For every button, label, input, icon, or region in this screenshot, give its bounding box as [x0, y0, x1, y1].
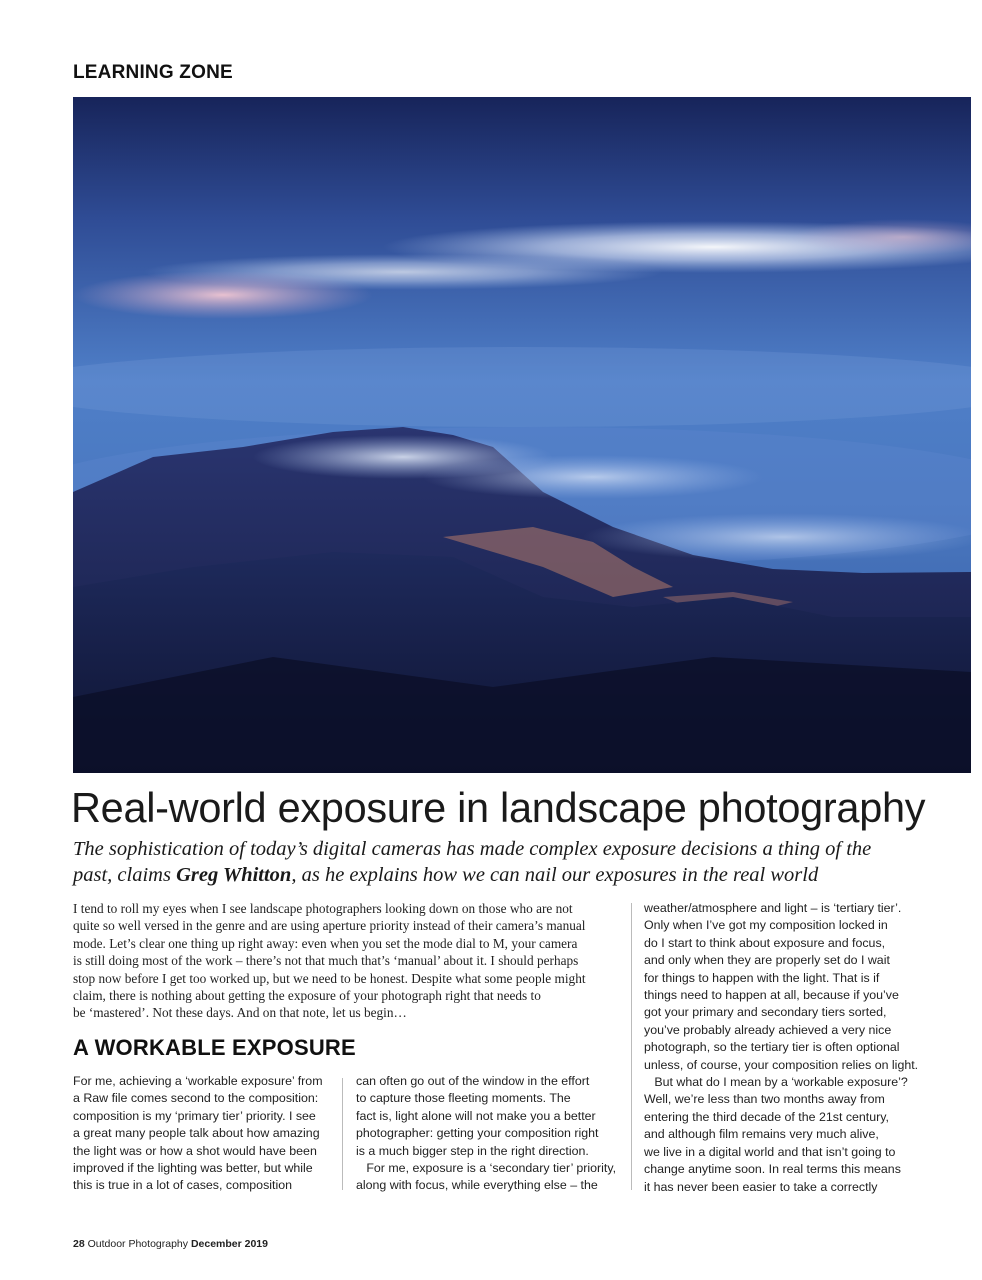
standfirst-text-1: The sophistication of today’s digital cameras has made complex exposure decisions a thing of the past, claims [73, 838, 872, 886]
body-line: Only when I’ve got my composition locked in [644, 918, 888, 933]
issue-date: December 2019 [190, 1238, 268, 1250]
standfirst [73, 836, 873, 888]
intro-line: mode. Let’s clear one thing up right away: even when you set the mode dial to M, your camera [73, 935, 578, 951]
author-name: Greg Whitton [176, 864, 292, 886]
intro-line: I tend to roll my eyes when I see landscape photographers looking down on those who are not [73, 901, 573, 916]
body-line: weather/atmosphere and light – is ‘tertiary tier’. [644, 901, 902, 915]
intro-paragraph [73, 900, 621, 1022]
body-line: we live in a digital world and that isn’t going to [644, 1144, 896, 1159]
body-line: composition is my ‘primary tier’ priority. I see [73, 1108, 316, 1123]
page-number: 28 [73, 1238, 85, 1250]
intro-line: quite so well versed in the genre and are using aperture priority instead of their camera’s manual [73, 918, 586, 934]
body-line: along with focus, while everything else – the [356, 1178, 598, 1193]
body-line: a Raw file comes second to the composition: [73, 1091, 319, 1106]
body-line: things need to happen at all, because if you’ve [644, 988, 899, 1003]
hero-photo [73, 97, 971, 773]
body-line: But what do I mean by a ‘workable exposure’? [644, 1075, 908, 1090]
body-line: change anytime soon. In real terms this means [644, 1162, 901, 1177]
body-line: and although film remains very much alive, [644, 1127, 879, 1142]
intro-line: is still doing most of the work – there’s not that much that’s ‘manual’ about it. I should perhaps [73, 953, 579, 969]
column-divider [631, 903, 632, 1190]
intro-line: stop now before I get too worked up, but we need to be honest. Despite what some people might [73, 970, 586, 986]
body-line: a great many people talk about how amazing [73, 1126, 320, 1141]
body-column-1 [73, 1073, 335, 1195]
body-line: you’ve probably already achieved a very nice [644, 1022, 892, 1037]
body-line: improved if the lighting was better, but while [73, 1161, 313, 1176]
body-line: can often go out of the window in the effort [356, 1074, 590, 1088]
body-line: got your primary and secondary tiers sorted, [644, 1005, 887, 1020]
body-line: and only when they are properly set do I wait [644, 953, 890, 968]
body-line: it has never been easier to take a correctly [644, 1179, 878, 1194]
body-line: is a much bigger step in the right direction. [356, 1143, 589, 1158]
body-line: the light was or how a shot would have been [73, 1143, 317, 1158]
body-line: unless, of course, your composition relies on light. [644, 1057, 919, 1072]
body-line: entering the third decade of the 21st century, [644, 1109, 889, 1124]
intro-line: be ‘mastered’. Not these days. And on that note, let us begin… [73, 1005, 407, 1021]
body-line: do I start to think about exposure and focus, [644, 935, 886, 950]
body-line: Well, we’re less than two months away from [644, 1092, 885, 1107]
body-column-2 [356, 1073, 624, 1195]
section-subheading: A WORKABLE EXPOSURE [73, 1035, 356, 1060]
article-title: Real-world exposure in landscape photography [71, 784, 926, 831]
body-line: For me, exposure is a ‘secondary tier’ priority, [356, 1161, 617, 1176]
body-line: For me, achieving a ‘workable exposure’ from [73, 1074, 323, 1088]
column-divider [342, 1078, 343, 1190]
magazine-name: Outdoor Photography [87, 1238, 189, 1250]
body-line: this is true in a lot of cases, composition [73, 1178, 293, 1193]
body-line: for things to happen with the light. That is if [644, 970, 880, 985]
section-label: LEARNING ZONE [73, 62, 233, 83]
body-column-3 [644, 900, 922, 1196]
mountain-cloud-image [73, 97, 971, 773]
body-line: photographer: getting your composition right [356, 1126, 599, 1141]
body-line: photograph, so the tertiary tier is often optional [644, 1040, 900, 1055]
intro-line: claim, there is nothing about getting the exposure of your photograph right that needs to [73, 988, 541, 1004]
page-footer [73, 1238, 268, 1250]
body-line: to capture those fleeting moments. The [356, 1091, 571, 1106]
standfirst-text-2: , as he explains how we can nail our exposures in the real world [291, 864, 819, 886]
body-line: fact is, light alone will not make you a better [356, 1108, 596, 1123]
